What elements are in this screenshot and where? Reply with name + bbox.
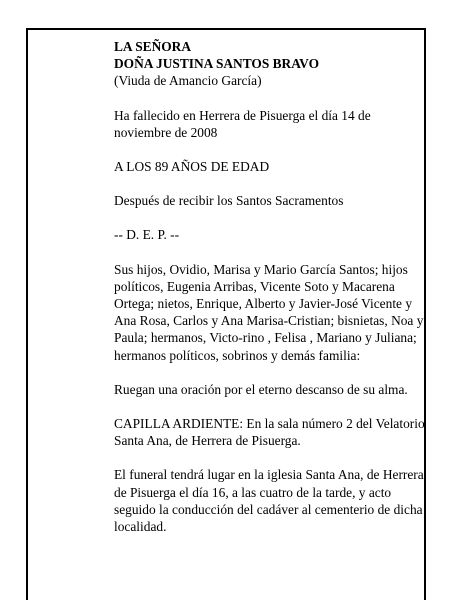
sacraments-line: Después de recibir los Santos Sacramentos bbox=[114, 193, 344, 209]
prayer-line: Ruegan una oración por el eterno descanso de su alma. bbox=[114, 381, 408, 397]
widow-note: (Viuda de Amancio García) bbox=[114, 73, 262, 89]
family-paragraph: Sus hijos, Ovidio, Marisa y Mario García Santos; hijos políticos, Eugenia Arribas, Vicente Soto y Macarena Ortega; nietos, Enrique, Alberto y Javier-José Vicente y Ana Rosa, Carlos y Ana Marisa-Cristian; bisnietas, Noa y Paula; hermanos, Victo-rino , Felisa , Mariano y Juliana; hermanos políticos, sobrinos y demás familia: bbox=[114, 261, 424, 363]
age-line: A LOS 89 AÑOS DE EDAD bbox=[114, 159, 270, 175]
title-line: LA SEÑORA bbox=[114, 39, 192, 54]
chapel-paragraph: CAPILLA ARDIENTE: En la sala número 2 del Velatorio Santa Ana, de Herrera de Pisuerga. bbox=[114, 416, 425, 449]
death-notice: Ha fallecido en Herrera de Pisuerga el día 14 de noviembre de 2008 bbox=[114, 107, 371, 140]
obituary-text bbox=[114, 38, 426, 535]
dep-line: -- D. E. P. -- bbox=[114, 227, 180, 243]
deceased-name: DOÑA JUSTINA SANTOS BRAVO bbox=[114, 56, 319, 72]
funeral-paragraph: El funeral tendrá lugar en la iglesia Santa Ana, de Herrera de Pisuerga el día 16, a las cuatro de la tarde, y acto seguido la conducción del cadáver al cementerio de dicha localidad. bbox=[114, 467, 424, 535]
